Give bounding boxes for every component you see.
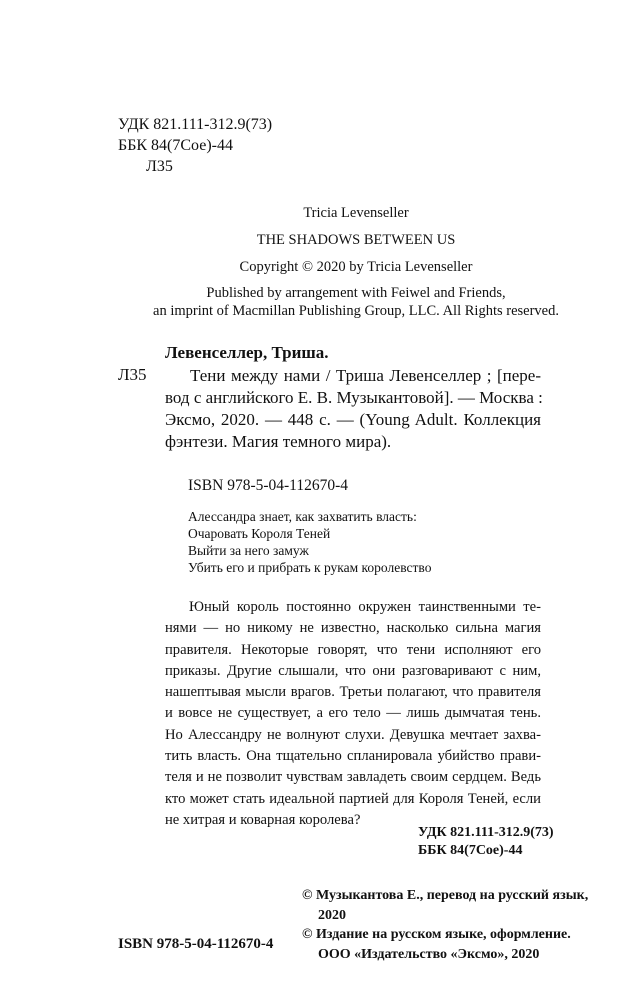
footer-copyrights bbox=[302, 886, 588, 964]
catalog-line: Тени между нами / Триша Левенселлер ; [пере- bbox=[190, 366, 541, 385]
bbk-code-bottom: ББК 84(7Сое)-44 bbox=[418, 843, 523, 858]
translation-year: 2020 bbox=[318, 907, 346, 923]
top-codes bbox=[118, 114, 272, 177]
annotation-line: и вовсе не существует, а его тело — лишь дымчатая тень. bbox=[165, 705, 541, 722]
tagline-line: Убить его и прибрать к рукам королевство bbox=[188, 560, 432, 575]
annotation-line: правителя. Некоторые говорят, что тени исполняют его bbox=[165, 641, 541, 658]
bbk-code: ББК 84(7Сое)-44 bbox=[118, 137, 233, 154]
udk-code: УДК 821.111-312.9(73) bbox=[118, 116, 273, 133]
annotation-line: нашептывая мысли врагов. Третьи полагают, что правителя bbox=[165, 684, 541, 701]
publisher-line-2: an imprint of Macmillan Publishing Group, LLC. All Rights reserved. bbox=[153, 303, 559, 319]
annotation-line: Юный король постоянно окружен таинственными те- bbox=[189, 599, 541, 615]
catalog-line: Эксмо, 2020. — 448 с. — (Young Adult. Коллекция bbox=[165, 410, 541, 429]
publisher-line-1: Published by arrangement with Feiwel and Friends, bbox=[206, 285, 506, 301]
tagline bbox=[188, 508, 431, 576]
original-title: THE SHADOWS BETWEEN US bbox=[256, 232, 456, 248]
annotation bbox=[165, 597, 541, 831]
catalog-entry bbox=[165, 365, 541, 453]
annotation-line: нями — но никому не известно, насколько сильна магия bbox=[165, 620, 541, 637]
author-mark: Л35 bbox=[146, 158, 173, 175]
catalog-isbn: ISBN 978-5-04-112670-4 bbox=[188, 477, 349, 494]
catalog-line: фэнтези. Магия темного мира). bbox=[165, 432, 392, 451]
annotation-line: Но Алессандру не волнуют слухи. Девушка мечтает захва- bbox=[165, 726, 541, 743]
udk-code-bottom: УДК 821.111-312.9(73) bbox=[418, 825, 554, 840]
original-copyright: Copyright © 2020 by Tricia Levenseller bbox=[239, 259, 473, 275]
tagline-line: Выйти за него замуж bbox=[188, 543, 309, 558]
tagline-line: Алессандра знает, как захватить власть: bbox=[188, 509, 417, 524]
publisher-copyright: ООО «Издательство «Эксмо», 2020 bbox=[318, 946, 540, 962]
annotation-line: теля и не позволит чувствам завладеть своим сердцем. Ведь bbox=[165, 769, 541, 786]
original-edition bbox=[100, 203, 612, 320]
catalog-line: вод с английского Е. В. Музыкантовой]. — Москва : bbox=[165, 388, 543, 407]
tagline-line: Очаровать Короля Теней bbox=[188, 526, 331, 541]
annotation-line: тить власть. Она тщательно спланировала убийство прави- bbox=[165, 748, 541, 765]
annotation-line: приказы. Другие слышали, что они разговаривают с ним, bbox=[165, 662, 541, 679]
annotation-line: не хитрая и коварная королева? bbox=[165, 811, 361, 828]
bottom-codes bbox=[418, 824, 554, 860]
catalog-heading: Левенселлер, Триша. bbox=[165, 343, 329, 362]
original-author: Tricia Levenseller bbox=[303, 205, 409, 221]
translation-copyright: © Музыкантова Е., перевод на русский язык, bbox=[302, 888, 589, 903]
edition-copyright: © Издание на русском языке, оформление. bbox=[302, 927, 571, 942]
catalog-mark: Л35 bbox=[118, 365, 147, 384]
annotation-line: кто может стать идеальной партией для Короля Теней, если bbox=[165, 790, 541, 807]
footer-isbn: ISBN 978-5-04-112670-4 bbox=[118, 936, 274, 952]
